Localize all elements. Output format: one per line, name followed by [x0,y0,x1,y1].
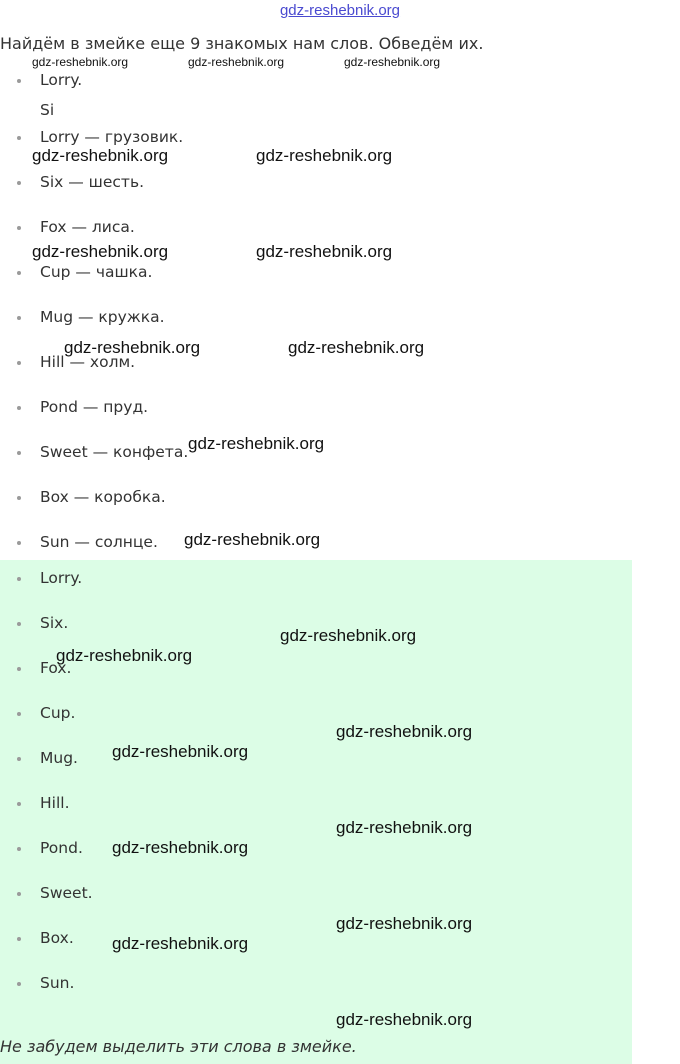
answer-item: Mug. [40,749,78,767]
task-intro: Найдём в змейке еще 9 знакомых нам слов. Обведём их. [0,34,484,53]
watermark: gdz-reshebnik.org [280,626,417,645]
translation-item: Sun — солнце. [40,533,158,551]
watermark: gdz-reshebnik.org [188,55,285,69]
watermark: gdz-reshebnik.org [112,838,249,857]
translation-item: Mug — кружка. [40,308,165,326]
answer-block [0,560,632,1064]
translation-item: Lorry — грузовик. [40,128,184,146]
watermark: gdz-reshebnik.org [336,1010,473,1029]
list-item: Lorry. [40,71,83,89]
watermark: gdz-reshebnik.org [336,914,473,933]
footer-note: Не забудем выделить эти слова в змейке. [0,1037,357,1056]
answer-item: Sweet. [40,884,93,902]
answer-item: Six. [40,614,69,632]
answer-item: Box. [40,929,74,947]
watermark: gdz-reshebnik.org [184,530,321,549]
answer-item: Fox. [40,659,72,677]
translation-item: Pond — пруд. [40,398,149,416]
answer-item: Lorry. [40,569,83,587]
watermark: gdz-reshebnik.org [32,55,129,69]
translation-item: Hill — холм. [40,353,136,371]
watermark: gdz-reshebnik.org [336,818,473,837]
watermark: gdz-reshebnik.org [256,242,393,261]
watermark: gdz-reshebnik.org [336,722,473,741]
answer-item: Hill. [40,794,70,812]
answer-item: Sun. [40,974,75,992]
watermark: gdz-reshebnik.org [56,646,193,665]
answer-item: Pond. [40,839,83,857]
translation-item: Box — коробка. [40,488,166,506]
translation-item: Fox — лиса. [40,218,135,236]
translation-item: Sweet — конфета. [40,443,189,461]
site-header-link[interactable]: gdz-reshebnik.org [279,2,401,19]
watermark: gdz-reshebnik.org [188,434,325,453]
watermark: gdz-reshebnik.org [64,338,201,357]
watermark: gdz-reshebnik.org [112,742,249,761]
watermark: gdz-reshebnik.org [288,338,425,357]
watermark: gdz-reshebnik.org [32,146,169,165]
translation-item: Cup — чашка. [40,263,153,281]
translation-item: Six — шесть. [40,173,145,191]
watermark: gdz-reshebnik.org [256,146,393,165]
watermark: gdz-reshebnik.org [344,55,441,69]
partially-hidden-item: Si [40,101,55,119]
watermark: gdz-reshebnik.org [32,242,169,261]
watermark: gdz-reshebnik.org [112,934,249,953]
answer-item: Cup. [40,704,76,722]
